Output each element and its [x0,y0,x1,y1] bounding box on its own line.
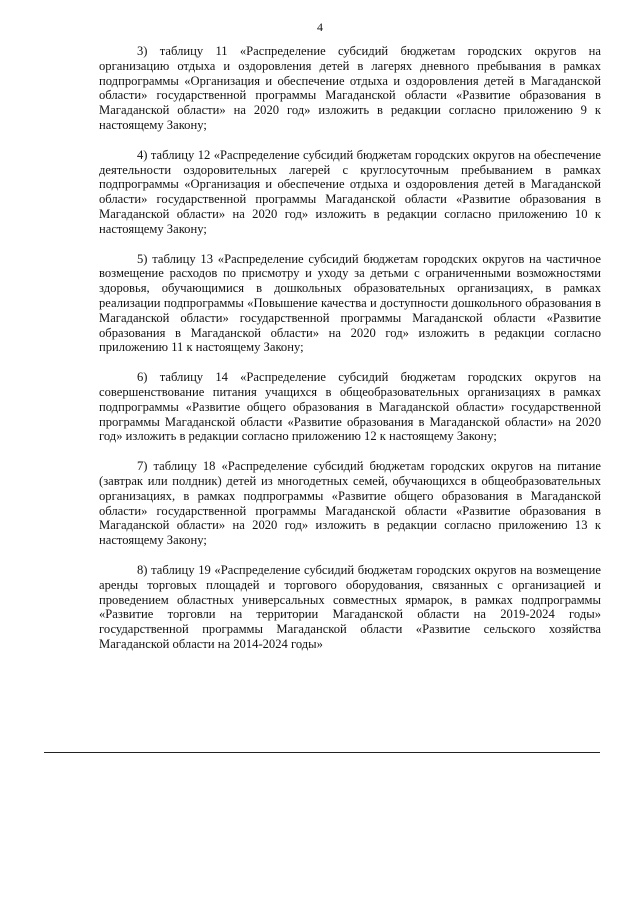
document-body [99,44,601,667]
paragraph-item-4: 4) таблицу 12 «Распределение субсидий бюджетам городских округов на обеспечение деятельности оздоровительных лагерей с круглосуточным пребыванием в рамках подпрограммы «Организация и обеспечение отдыха и оздоровления детей в Магаданской области» государственной программы Магаданской области «Развитие образования в Магаданской области» на 2020 год» изложить в редакции согласно приложению 10 к настоящему Закону; [99,147,601,236]
paragraph-item-5: 5) таблицу 13 «Распределение субсидий бюджетам городских округов на частичное возмещение расходов по присмотру и уходу за детьми с ограниченными возможностями здоровья, обучающимися в дошкольных образовательных организациях, в рамках реализации подпрограммы «Повышение качества и доступности дошкольного образования в Магаданской области» государственной программы Магаданской области «Развитие образования в Магаданской области» на 2020 год» изложить в редакции согласно приложению 11 к настоящему Закону; [99,251,601,355]
footer-divider [44,752,600,753]
paragraph-item-6: 6) таблицу 14 «Распределение субсидий бюджетам городских округов на совершенствование питания учащихся в общеобразовательных организациях в рамках подпрограммы «Развитие общего образования в Магаданской области» государственной программы Магаданской области «Развитие образования в Магаданской области» на 2020 год» изложить в редакции согласно приложению 12 к настоящему Закону; [99,370,601,444]
page-number: 4 [317,20,323,34]
paragraph-item-3: 3) таблицу 11 «Распределение субсидий бюджетам городских округов на организацию отдыха и оздоровления детей в лагерях дневного пребывания в рамках подпрограммы «Организация и обеспечение отдыха и оздоровления детей в Магаданской области» государственной программы Магаданской области «Развитие образования в Магаданской области» на 2020 год» изложить в редакции согласно приложению 9 к настоящему Закону; [99,44,601,132]
paragraph-item-8: 8) таблицу 19 «Распределение субсидий бюджетам городских округов на возмещение аренды торговых площадей и торгового оборудования, связанных с организацией и проведением областных универсальных совместных ярмарок, в рамках подпрограммы «Развитие торговли на территории Магаданской области на 2019-2024 годы» государственной программы Магаданской области «Развитие сельского хозяйства Магаданской области на 2014-2024 годы» [99,562,601,651]
paragraph-item-7: 7) таблицу 18 «Распределение субсидий бюджетам городских округов на питание (завтрак или полдник) детей из многодетных семей, обучающихся в общеобразовательных организациях, в рамках подпрограммы «Развитие общего образования в Магаданской области» государственной программы Магаданской области «Развитие образования в Магаданской области» на 2020 год» изложить в редакции согласно приложению 13 к настоящему Закону; [99,459,601,548]
